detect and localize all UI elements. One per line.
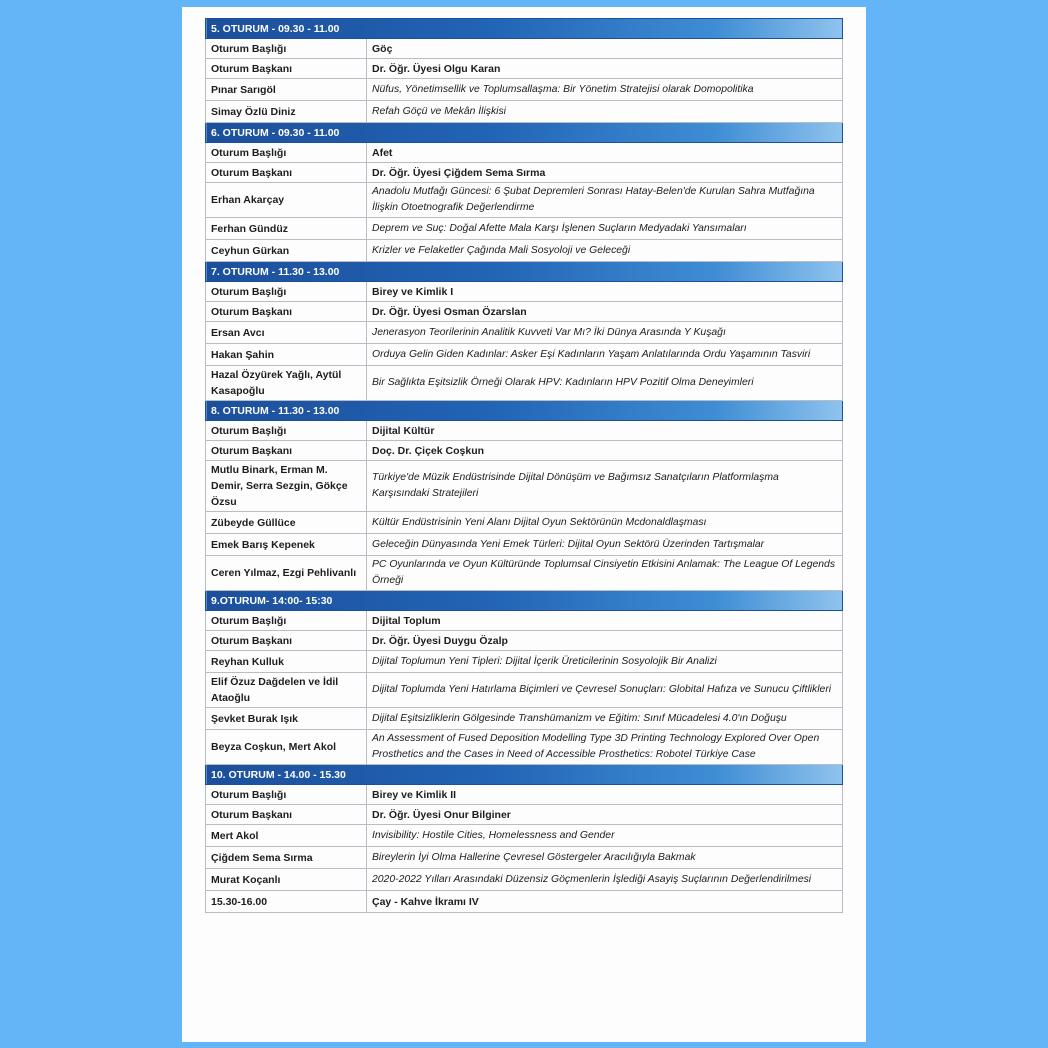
session-title-label: Oturum Başlığı <box>206 282 367 302</box>
session-chair-row <box>206 163 843 183</box>
session-chair-row <box>206 805 843 825</box>
talk-title: PC Oyunlarında ve Oyun Kültüründe Toplumsal Cinsiyetin Etkisini Anlamak: The League Of Legends Örneği <box>367 556 843 591</box>
session-header-label: 5. OTURUM - 09.30 - 11.00 <box>206 19 843 39</box>
session-header <box>206 19 843 39</box>
session-title: Birey ve Kimlik II <box>367 785 843 805</box>
talk-title: Invisibility: Hostile Cities, Homelessness and Gender <box>367 825 843 847</box>
talk-row <box>206 366 843 401</box>
talk-row <box>206 708 843 730</box>
talk-speaker: Hazal Özyürek Yağlı, Aytül Kasapoğlu <box>206 366 367 401</box>
talk-speaker: Pınar Sarıgöl <box>206 79 367 101</box>
session-chair-label: Oturum Başkanı <box>206 302 367 322</box>
session-title: Dijital Toplum <box>367 611 843 631</box>
talk-speaker: Mutlu Binark, Erman M. Demir, Serra Sezgin, Gökçe Özsu <box>206 461 367 512</box>
talk-speaker: Ceyhun Gürkan <box>206 240 367 262</box>
session-title-row <box>206 282 843 302</box>
session-chair: Dr. Öğr. Üyesi Onur Bilginer <box>367 805 843 825</box>
session-title: Göç <box>367 39 843 59</box>
talk-title: Geleceğin Dünyasında Yeni Emek Türleri: Dijital Oyun Sektörü Üzerinden Tartışmalar <box>367 534 843 556</box>
break-time: 15.30-16.00 <box>206 891 367 913</box>
talk-row <box>206 825 843 847</box>
session-chair: Dr. Öğr. Üyesi Çiğdem Sema Sırma <box>367 163 843 183</box>
talk-row <box>206 651 843 673</box>
session-title: Dijital Kültür <box>367 421 843 441</box>
talk-speaker: Emek Barış Kepenek <box>206 534 367 556</box>
session-title-label: Oturum Başlığı <box>206 39 367 59</box>
session-title-row <box>206 785 843 805</box>
talk-speaker: Murat Koçanlı <box>206 869 367 891</box>
session-header-label: 7. OTURUM - 11.30 - 13.00 <box>206 262 843 282</box>
session-chair-row <box>206 631 843 651</box>
session-header <box>206 401 843 421</box>
session-chair-label: Oturum Başkanı <box>206 631 367 651</box>
talk-row <box>206 183 843 218</box>
talk-title: Deprem ve Suç: Doğal Afette Mala Karşı İşlenen Suçların Medyadaki Yansımaları <box>367 218 843 240</box>
talk-row <box>206 512 843 534</box>
session-title-label: Oturum Başlığı <box>206 421 367 441</box>
talk-title: Dijital Eşitsizliklerin Gölgesinde Transhümanizm ve Eğitim: Sınıf Mücadelesi 4.0'ın Doğuşu <box>367 708 843 730</box>
talk-speaker: Ceren Yılmaz, Ezgi Pehlivanlı <box>206 556 367 591</box>
talk-speaker: Beyza Coşkun, Mert Akol <box>206 730 367 765</box>
session-chair-row <box>206 59 843 79</box>
talk-speaker: Şevket Burak Işık <box>206 708 367 730</box>
talk-title: Dijital Toplumda Yeni Hatırlama Biçimleri ve Çevresel Sonuçları: Globital Hafıza ve Sunucu Çiftlikleri <box>367 673 843 708</box>
session-header <box>206 123 843 143</box>
session-header-label: 6. OTURUM - 09.30 - 11.00 <box>206 123 843 143</box>
talk-title: Refah Göçü ve Mekân İlişkisi <box>367 101 843 123</box>
session-header <box>206 591 843 611</box>
talk-speaker: Elif Özuz Dağdelen ve İdil Ataoğlu <box>206 673 367 708</box>
talk-title: 2020-2022 Yılları Arasındaki Düzensiz Göçmenlerin İşlediği Asayiş Suçlarının Değerlendirilmesi <box>367 869 843 891</box>
session-chair: Dr. Öğr. Üyesi Osman Özarslan <box>367 302 843 322</box>
session-chair-row <box>206 302 843 322</box>
session-chair: Dr. Öğr. Üyesi Olgu Karan <box>367 59 843 79</box>
talk-speaker: Hakan Şahin <box>206 344 367 366</box>
talk-speaker: Reyhan Kulluk <box>206 651 367 673</box>
talk-title: Bireylerin İyi Olma Hallerine Çevresel Göstergeler Aracılığıyla Bakmak <box>367 847 843 869</box>
session-header-label: 10. OTURUM - 14.00 - 15.30 <box>206 765 843 785</box>
talk-row <box>206 322 843 344</box>
talk-row <box>206 869 843 891</box>
talk-row <box>206 79 843 101</box>
talk-title: Kültür Endüstrisinin Yeni Alanı Dijital Oyun Sektörünün Mcdonaldlaşması <box>367 512 843 534</box>
session-title-row <box>206 421 843 441</box>
talk-speaker: Çiğdem Sema Sırma <box>206 847 367 869</box>
session-header <box>206 262 843 282</box>
talk-row <box>206 730 843 765</box>
session-chair: Doç. Dr. Çiçek Coşkun <box>367 441 843 461</box>
session-header <box>206 765 843 785</box>
talk-speaker: Mert Akol <box>206 825 367 847</box>
talk-speaker: Zübeyde Güllüce <box>206 512 367 534</box>
talk-row <box>206 101 843 123</box>
break-label: Çay - Kahve İkramı IV <box>367 891 843 913</box>
talk-title: Krizler ve Felaketler Çağında Mali Sosyoloji ve Geleceği <box>367 240 843 262</box>
talk-row <box>206 556 843 591</box>
talk-speaker: Ersan Avcı <box>206 322 367 344</box>
talk-title: Jenerasyon Teorilerinin Analitik Kuvveti Var Mı? İki Dünya Arasında Y Kuşağı <box>367 322 843 344</box>
talk-row <box>206 673 843 708</box>
talk-title: Orduya Gelin Giden Kadınlar: Asker Eşi Kadınların Yaşam Anlatılarında Ordu Yaşamının Tasviri <box>367 344 843 366</box>
talk-title: Anadolu Mutfağı Güncesi: 6 Şubat Depremleri Sonrası Hatay-Belen'de Kurulan Sahra Mutfağına İlişkin Otoetnografik Değerlendirme <box>367 183 843 218</box>
talk-title: Bir Sağlıkta Eşitsizlik Örneği Olarak HPV: Kadınların HPV Pozitif Olma Deneyimleri <box>367 366 843 401</box>
talk-title: Dijital Toplumun Yeni Tipleri: Dijital İçerik Üreticilerinin Sosyolojik Bir Analizi <box>367 651 843 673</box>
session-title-row <box>206 611 843 631</box>
break-row <box>206 891 843 913</box>
session-title: Afet <box>367 143 843 163</box>
session-chair-label: Oturum Başkanı <box>206 163 367 183</box>
session-chair-label: Oturum Başkanı <box>206 805 367 825</box>
program-table <box>205 18 843 913</box>
session-header-label: 8. OTURUM - 11.30 - 13.00 <box>206 401 843 421</box>
talk-title: Türkiye'de Müzik Endüstrisinde Dijital Dönüşüm ve Bağımsız Sanatçıların Platformlaşma Karşısındaki Stratejileri <box>367 461 843 512</box>
session-chair-label: Oturum Başkanı <box>206 59 367 79</box>
session-chair-row <box>206 441 843 461</box>
talk-speaker: Simay Özlü Diniz <box>206 101 367 123</box>
talk-row <box>206 461 843 512</box>
session-title-row <box>206 143 843 163</box>
talk-row <box>206 218 843 240</box>
session-chair: Dr. Öğr. Üyesi Duygu Özalp <box>367 631 843 651</box>
session-title-label: Oturum Başlığı <box>206 785 367 805</box>
talk-row <box>206 534 843 556</box>
session-header-label: 9.OTURUM- 14:00- 15:30 <box>206 591 843 611</box>
session-title-label: Oturum Başlığı <box>206 611 367 631</box>
talk-row <box>206 344 843 366</box>
talk-row <box>206 847 843 869</box>
talk-title: An Assessment of Fused Deposition Modelling Type 3D Printing Technology Explored Over Open Prosthetics and the Cases in Need of Accessible Prosthetics: Robotel Türkiye Case <box>367 730 843 765</box>
talk-speaker: Erhan Akarçay <box>206 183 367 218</box>
talk-title: Nüfus, Yönetimsellik ve Toplumsallaşma: Bir Yönetim Stratejisi olarak Domopolitika <box>367 79 843 101</box>
session-title: Birey ve Kimlik I <box>367 282 843 302</box>
session-chair-label: Oturum Başkanı <box>206 441 367 461</box>
talk-speaker: Ferhan Gündüz <box>206 218 367 240</box>
talk-row <box>206 240 843 262</box>
session-title-label: Oturum Başlığı <box>206 143 367 163</box>
session-title-row <box>206 39 843 59</box>
